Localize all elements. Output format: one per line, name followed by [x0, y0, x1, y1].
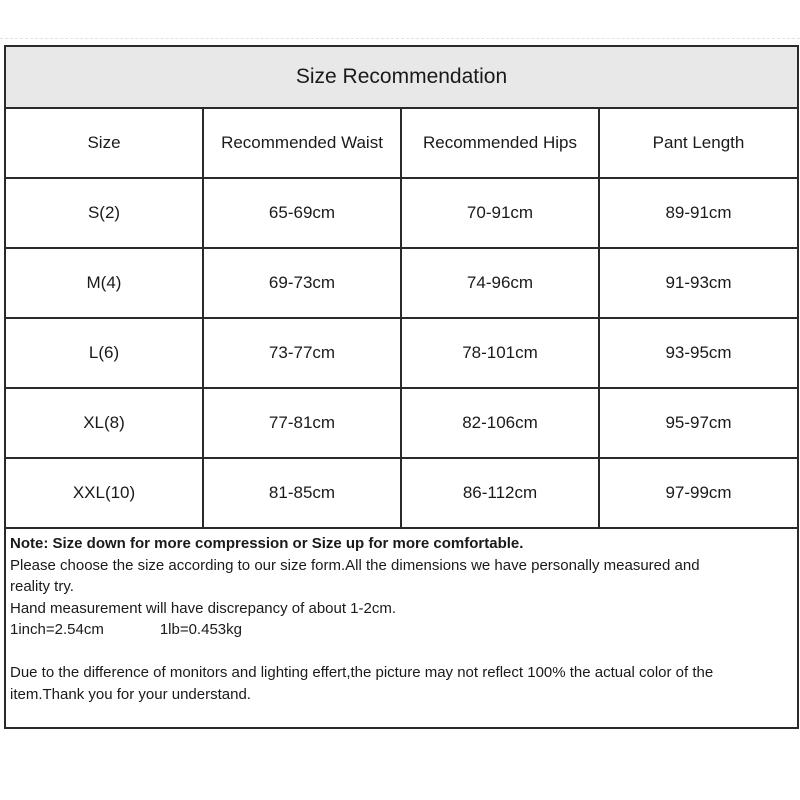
table-title: Size Recommendation [5, 46, 798, 108]
conversion-line [10, 619, 793, 641]
monitor-note-line-1: Due to the difference of monitors and lighting effert,the picture may not reflect 100% the actual color of the [10, 664, 714, 681]
size-recommendation-table [4, 45, 799, 729]
hips-cell: 74-96cm [401, 248, 599, 318]
compression-note: Note: Size down for more compression or Size up for more comfortable. [10, 535, 524, 552]
header-pant-length: Pant Length [599, 108, 798, 178]
pant-length-cell: 91-93cm [599, 248, 798, 318]
top-guide-line [0, 38, 800, 39]
waist-cell: 65-69cm [203, 178, 401, 248]
size-cell: S(2) [5, 178, 203, 248]
waist-cell: 69-73cm [203, 248, 401, 318]
pound-conversion: 1lb=0.453kg [159, 621, 242, 638]
header-recommended-waist: Recommended Waist [203, 108, 401, 178]
table-header-row [5, 108, 798, 178]
hips-cell: 78-101cm [401, 318, 599, 388]
hips-cell: 82-106cm [401, 388, 599, 458]
size-form-note-line-1: Please choose the size according to our size form.All the dimensions we have personally measured and [10, 556, 700, 574]
table-row [5, 388, 798, 458]
notes-section [5, 528, 798, 728]
size-form-note-line-2: reality try. [10, 578, 74, 595]
size-cell: XL(8) [5, 388, 203, 458]
waist-cell: 77-81cm [203, 388, 401, 458]
size-cell: M(4) [5, 248, 203, 318]
notes-row [5, 528, 798, 728]
hips-cell: 86-112cm [401, 458, 599, 528]
pant-length-cell: 93-95cm [599, 318, 798, 388]
table-row [5, 178, 798, 248]
discrepancy-note: Hand measurement will have discrepancy of about 1-2cm. [10, 599, 397, 617]
hips-cell: 70-91cm [401, 178, 599, 248]
waist-cell: 81-85cm [203, 458, 401, 528]
inch-conversion: 1inch=2.54cm [10, 621, 104, 638]
header-size: Size [5, 108, 203, 178]
size-cell: XXL(10) [5, 458, 203, 528]
pant-length-cell: 97-99cm [599, 458, 798, 528]
pant-length-cell: 95-97cm [599, 388, 798, 458]
header-recommended-hips: Recommended Hips [401, 108, 599, 178]
pant-length-cell: 89-91cm [599, 178, 798, 248]
table-row [5, 318, 798, 388]
table-title-row [5, 46, 798, 108]
size-cell: L(6) [5, 318, 203, 388]
waist-cell: 73-77cm [203, 318, 401, 388]
table-row [5, 458, 798, 528]
table-row [5, 248, 798, 318]
notes-spacer [10, 641, 793, 663]
monitor-note-line-2: item.Thank you for your understand. [10, 685, 251, 703]
